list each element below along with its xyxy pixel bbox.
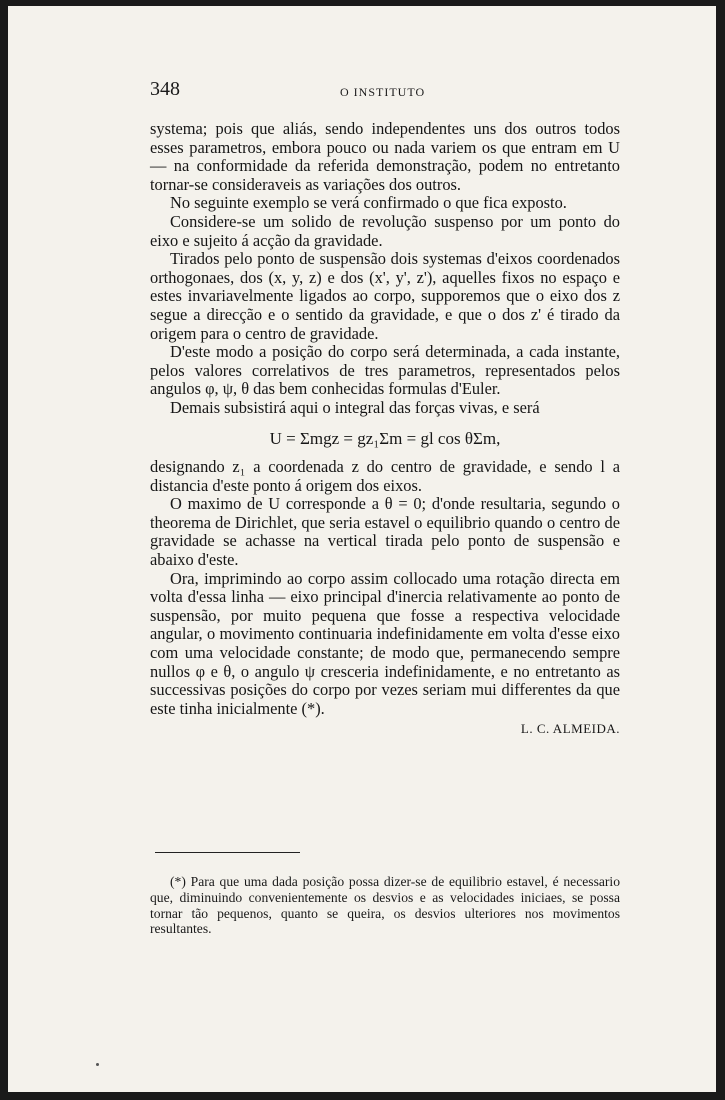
paragraph: Considere-se um solido de revolução suspenso por um ponto do eixo e sujeito á acção da gravidade.	[150, 211, 620, 250]
paragraph: systema; pois que aliás, sendo independentes uns dos outros todos esses parametros, embora pouco ou nada variem os que entram em U — na conformidade da referida demonstração, podem no entretanto tornar-se consideraveis as variações dos outros.	[150, 119, 620, 194]
paragraph: D'este modo a posição do corpo será determinada, a cada instante, pelos valores correlativos de tres parametros, representados pelos angulos φ, ψ, θ das bem conhecidas formulas d'Euler.	[150, 342, 620, 399]
paragraph: O maximo de U corresponde a θ = 0; d'onde resultaria, segundo o theorema de Dirichlet, que seria estavel o equilibrio quando o centro de gravidade se achasse na vertical tirada pelo ponto de suspensão e abaixo d'este.	[150, 494, 620, 570]
footnote-rule	[155, 852, 300, 853]
paragraph: No seguinte exemplo se verá confirmado o que fica exposto.	[170, 193, 567, 213]
body-text	[150, 120, 620, 739]
paragraph: Demais subsistirá aqui o integral das forças vivas, e será	[170, 397, 540, 417]
footnote: (*) Para que uma dada posição possa dizer-se de equilibrio estavel, é necessario que, diminuindo convenientemente os desvios e as velocidades iniciaes, se possa tornar tão pequenos, quanto se queira, os desvios ulteriores nos movimentos resultantes.	[150, 874, 620, 937]
running-title: O INSTITUTO	[340, 85, 426, 99]
equation: U = Σmgz = gz₁Σm = gl cos θΣm,	[269, 428, 501, 448]
page-header	[150, 78, 620, 104]
paragraph: Tirados pelo ponto de suspensão dois systemas d'eixos coordenados orthogonaes, dos (x, y, z) e dos (x', y', z'), aquelles fixos no espaço e estes invariavelmente ligados ao corpo, supporemos que o eixo dos z segue a direcção e o sentido da gravidade, e que o dos z' é tirado da origem para o centro de gravidade.	[150, 249, 620, 343]
paragraph: Ora, imprimindo ao corpo assim collocado uma rotação directa em volta d'essa linha — eixo principal d'inercia relativamente ao ponto de suspensão, por muito pequena que fosse a respectiva velocidade angular, o movimento continuaria indefinidamente em volta d'esse eixo com uma velocidade constante; de modo que, permanecendo sempre nullos φ e θ, o angulo ψ cresceria indefinidamente, e no entretanto as successivas posições do corpo por vezes seriam mui differentes da que este tinha inicialmente (*).	[150, 568, 620, 718]
paragraph: designando z₁ a coordenada z do centro de gravidade, e sendo l a distancia d'este ponto á origem dos eixos.	[150, 457, 620, 495]
signature: L. C. ALMEIDA.	[520, 721, 620, 737]
page-number: 348	[150, 78, 180, 100]
page-speck	[96, 1063, 99, 1066]
